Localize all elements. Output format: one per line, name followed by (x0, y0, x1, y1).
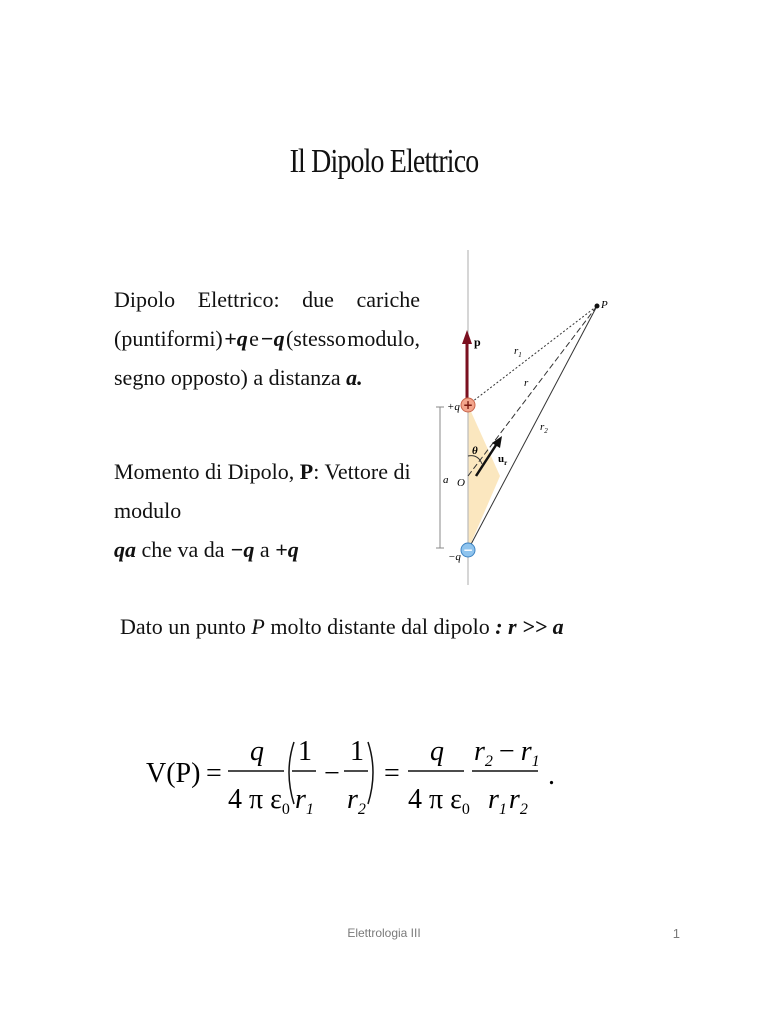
definition-line-3 (114, 358, 420, 397)
p-label: P (601, 299, 608, 311)
word: Elettrico: (197, 287, 280, 312)
potential-formula (140, 720, 580, 840)
definition-line-1 (114, 280, 420, 319)
word: modulo, (347, 326, 420, 351)
ur-label: $u_r$ (498, 453, 508, 467)
plus-q-label: +q (447, 401, 460, 413)
word: e (249, 326, 259, 351)
origin-label: O (457, 477, 465, 489)
r2: $r_2$ (347, 784, 366, 818)
theta-label: θ (472, 445, 478, 457)
lhs: V(P) (146, 758, 201, 789)
definition-line-2 (114, 319, 420, 358)
page-number: 1 (672, 926, 680, 941)
plus-q: +q (224, 326, 248, 351)
minus-sign: − (324, 758, 340, 789)
text: a (254, 537, 276, 562)
vector-label: p (474, 335, 481, 349)
moment-line-1 (114, 452, 434, 530)
a-label: a (443, 474, 449, 486)
numerator-q: q (430, 736, 444, 767)
equals-sign: = (384, 758, 400, 789)
text: segno opposto) a distanza (114, 365, 347, 390)
right-paren (368, 742, 373, 804)
text: Dato un punto (120, 614, 252, 639)
word: (stesso (285, 326, 346, 351)
one: 1 (350, 736, 364, 767)
r1-label: $r_1$ (514, 345, 522, 359)
qa: qa (114, 537, 136, 562)
numerator-q: q (250, 736, 264, 767)
dipole-moment-definition (114, 452, 434, 569)
minus-q: −q (260, 326, 285, 351)
r1-line (468, 306, 597, 405)
trailing-dot: . (548, 760, 555, 791)
plus-sign: + (462, 398, 474, 412)
moment-symbol: P (299, 459, 314, 484)
r-line (468, 306, 597, 476)
equals-sign: = (206, 758, 222, 789)
minus-q: −q (230, 537, 255, 562)
distant-point-statement (120, 612, 564, 642)
word: (puntiformi) (114, 326, 223, 351)
denominator: 4 π $\varepsilon_0$ (228, 784, 290, 818)
slide-title: Il Dipolo Elettrico (289, 143, 479, 180)
minus-sign: − (462, 543, 474, 557)
r-label: r (524, 377, 529, 389)
footer-label: Elettrologia III (347, 926, 421, 940)
moment-line-2 (114, 530, 434, 569)
word: due (302, 287, 334, 312)
r1: $r_1$ (295, 784, 314, 818)
minus-q-label: −q (448, 551, 461, 563)
condition: : r >> a (495, 614, 564, 639)
text: molto distante dal dipolo (264, 614, 496, 639)
dipole-diagram (420, 250, 620, 590)
text: che va da (136, 537, 231, 562)
word: cariche (356, 287, 420, 312)
r2-minus-r1: $r_2 - r_1$ (474, 736, 540, 770)
denominator: 4 π $\varepsilon_0$ (408, 784, 470, 818)
point-p: P (251, 614, 265, 639)
shaded-region (468, 405, 500, 550)
r1-r2: $r_1r_2$ (488, 784, 528, 818)
word: Dipolo (114, 287, 176, 312)
r2-line (468, 306, 597, 550)
left-paren (289, 742, 294, 804)
text: : Vettore di modulo (114, 459, 411, 523)
dipole-definition (114, 280, 420, 397)
one: 1 (298, 736, 312, 767)
dipole-vector-head (462, 330, 472, 344)
plus-q: +q (275, 537, 299, 562)
r2-label: $r_2$ (540, 421, 548, 435)
distance-a: a. (346, 365, 363, 390)
text: Momento di Dipolo, (114, 459, 300, 484)
point-p (595, 304, 600, 309)
